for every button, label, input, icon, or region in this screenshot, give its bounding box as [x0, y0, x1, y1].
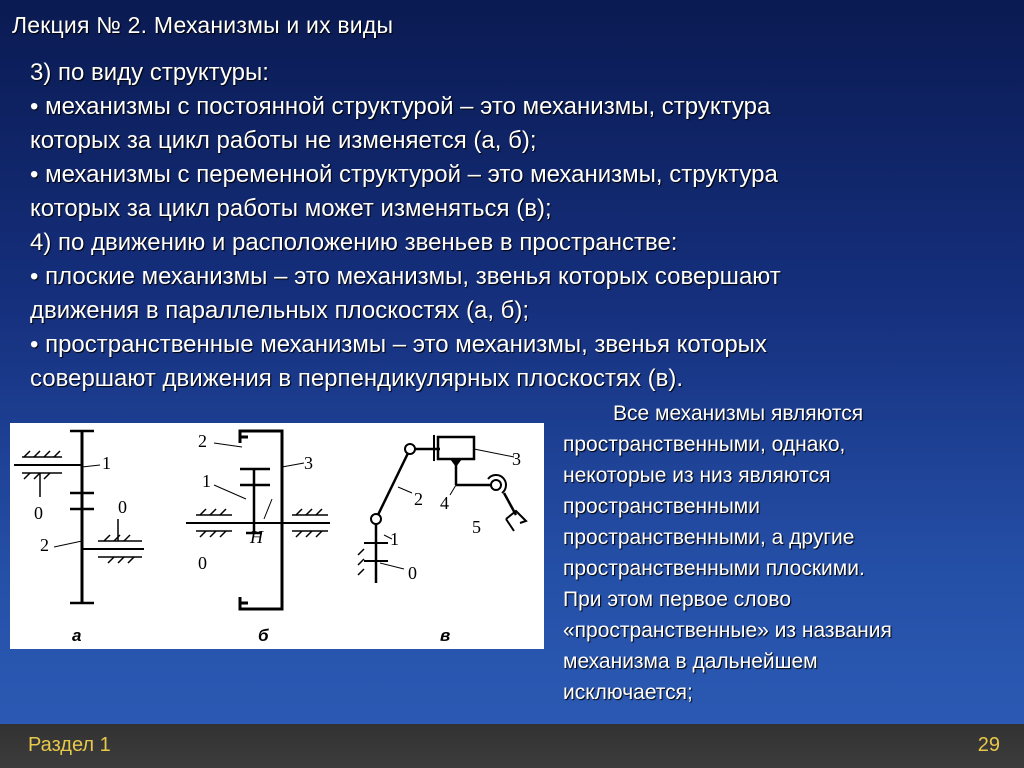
text-line: которых за цикл работы может изменяться (в);: [30, 195, 552, 222]
label-c-0: 0: [408, 563, 417, 583]
text-line: совершают движения в перпендикулярных плоскостях (в).: [30, 365, 684, 392]
main-text-block: [30, 56, 990, 396]
label-b-h: H: [250, 527, 263, 547]
label-b-3: 3: [304, 453, 313, 473]
label-c-4: 4: [440, 493, 449, 513]
note-line: исключается;: [563, 681, 693, 704]
label-a-0-right: 0: [118, 497, 127, 517]
note-line: некоторые из низ являются: [563, 464, 831, 487]
footer-bar: [0, 724, 1024, 768]
label-b-0: 0: [198, 553, 207, 573]
side-note: [563, 398, 1003, 708]
note-line: «пространственные» из названия: [563, 619, 892, 642]
note-line: Все механизмы являются: [613, 402, 864, 425]
label-a-2: 2: [40, 535, 49, 555]
label-b-1: 1: [202, 471, 211, 491]
note-line: пространственными плоскими.: [563, 557, 865, 580]
label-c-2: 2: [414, 489, 423, 509]
note-line: механизма в дальнейшем: [563, 650, 818, 673]
note-line: пространственными, а другие: [563, 526, 855, 549]
text-line: • механизмы с постоянной структурой – это механизмы, структура: [30, 93, 771, 120]
text-line: 3) по виду структуры:: [30, 59, 269, 86]
page-number: 29: [977, 734, 1000, 756]
text-line: 4) по движению и расположению звеньев в пространстве:: [30, 229, 678, 256]
text-line: • пространственные механизмы – это механизмы, звенья которых: [30, 331, 767, 358]
note-line: При этом первое слово: [563, 588, 792, 611]
label-c-3: 3: [512, 449, 521, 469]
section-label: Раздел 1: [28, 734, 111, 756]
label-b-2: 2: [198, 431, 207, 451]
text-line: • механизмы с переменной структурой – это механизмы, структура: [30, 161, 778, 188]
caption-a: а: [72, 626, 82, 645]
caption-b: б: [258, 626, 269, 645]
label-a-1: 1: [102, 453, 111, 473]
note-line: пространственными: [563, 495, 760, 518]
text-line: которых за цикл работы не изменяется (а, б);: [30, 127, 537, 154]
mechanism-figure: [10, 423, 544, 649]
label-a-0-left: 0: [34, 503, 43, 523]
caption-c: в: [440, 626, 451, 645]
slide-title: Лекция № 2. Механизмы и их виды: [12, 12, 394, 38]
label-c-5: 5: [472, 517, 481, 537]
text-line: движения в параллельных плоскостях (а, б);: [30, 297, 530, 324]
label-c-1: 1: [390, 529, 399, 549]
note-line: пространственными, однако,: [563, 433, 846, 456]
text-line: • плоские механизмы – это механизмы, звенья которых совершают: [30, 263, 781, 290]
